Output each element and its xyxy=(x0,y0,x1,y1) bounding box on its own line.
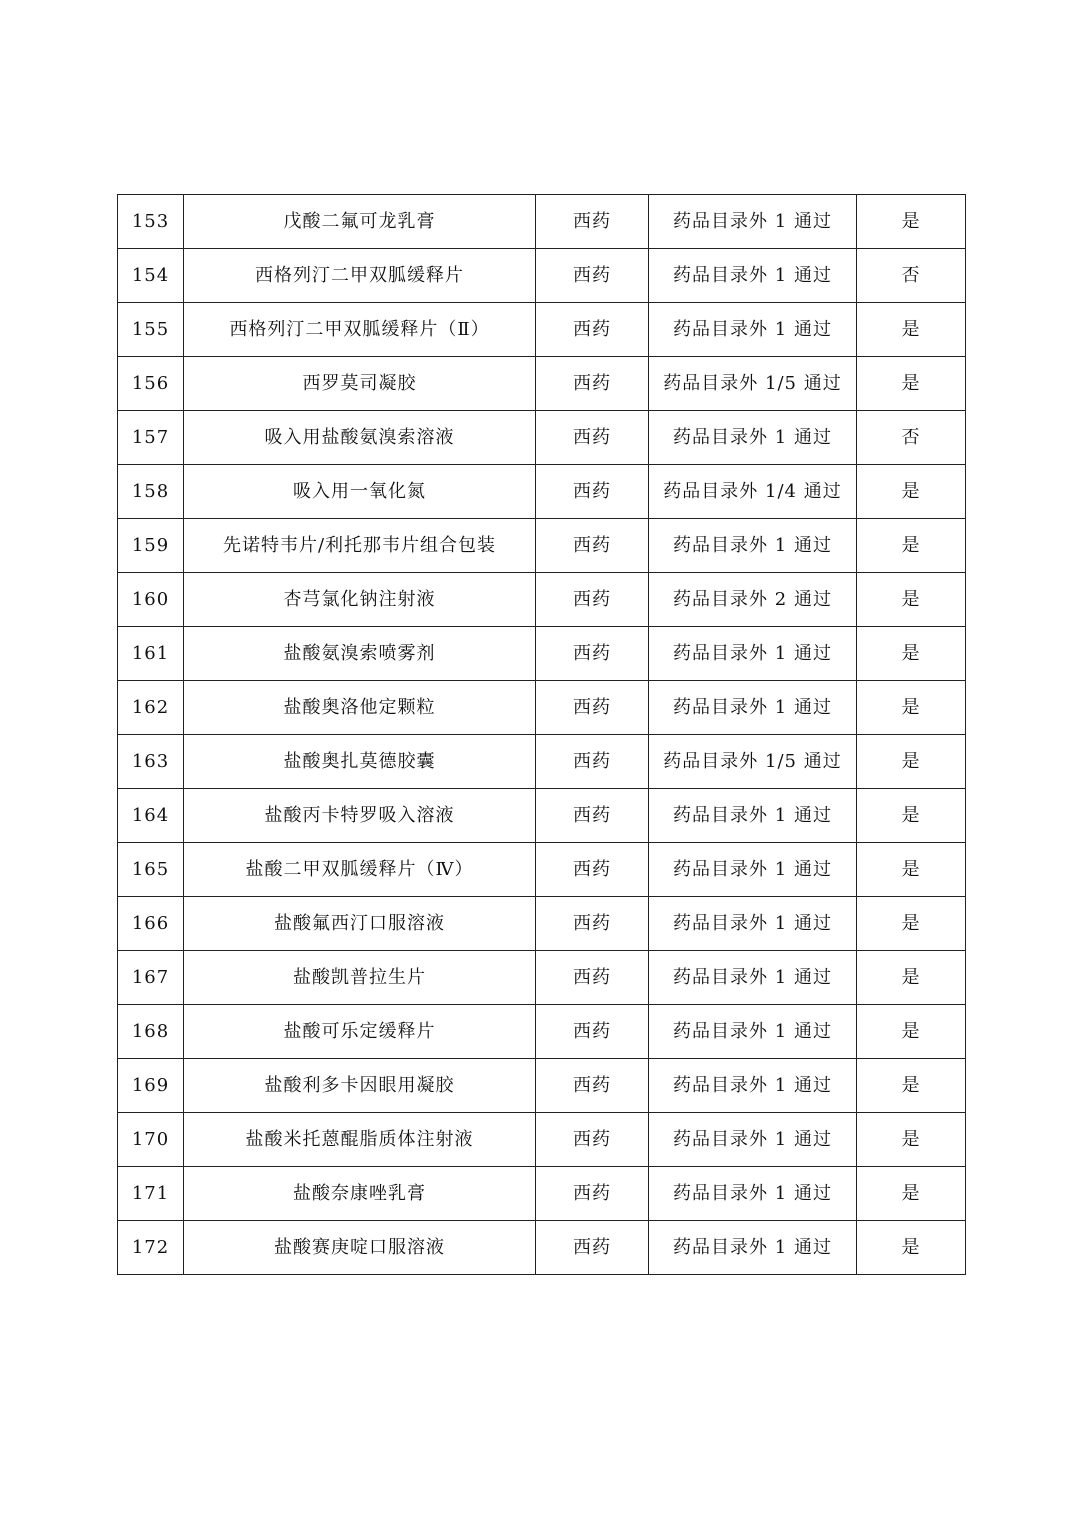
drug-name: 盐酸利多卡因眼用凝胶 xyxy=(184,1059,536,1113)
review-result: 药品目录外 1 通过 xyxy=(649,519,857,573)
drug-category: 西药 xyxy=(536,627,649,681)
table-row xyxy=(118,897,966,951)
drug-category: 西药 xyxy=(536,1221,649,1275)
drug-name: 盐酸氟西汀口服溶液 xyxy=(184,897,536,951)
drug-name: 盐酸奥洛他定颗粒 xyxy=(184,681,536,735)
drug-category: 西药 xyxy=(536,411,649,465)
approval-flag: 是 xyxy=(857,681,966,735)
review-result: 药品目录外 1 通过 xyxy=(649,789,857,843)
row-number: 170 xyxy=(118,1113,184,1167)
approval-flag: 是 xyxy=(857,465,966,519)
row-number: 158 xyxy=(118,465,184,519)
row-number: 154 xyxy=(118,249,184,303)
table-row xyxy=(118,357,966,411)
drug-name: 杏芎氯化钠注射液 xyxy=(184,573,536,627)
table-row xyxy=(118,303,966,357)
drug-category: 西药 xyxy=(536,1113,649,1167)
table-row xyxy=(118,1167,966,1221)
review-result: 药品目录外 1 通过 xyxy=(649,1059,857,1113)
approval-flag: 是 xyxy=(857,1167,966,1221)
drug-name: 吸入用盐酸氨溴索溶液 xyxy=(184,411,536,465)
table-row xyxy=(118,465,966,519)
drug-name: 盐酸氨溴索喷雾剂 xyxy=(184,627,536,681)
drug-name: 先诺特韦片/利托那韦片组合包装 xyxy=(184,519,536,573)
drug-name: 吸入用一氧化氮 xyxy=(184,465,536,519)
drug-table-body xyxy=(118,195,966,1275)
approval-flag: 否 xyxy=(857,411,966,465)
drug-category: 西药 xyxy=(536,681,649,735)
drug-category: 西药 xyxy=(536,735,649,789)
approval-flag: 是 xyxy=(857,1113,966,1167)
table-row xyxy=(118,1221,966,1275)
approval-flag: 是 xyxy=(857,951,966,1005)
drug-name: 盐酸赛庚啶口服溶液 xyxy=(184,1221,536,1275)
review-result: 药品目录外 1 通过 xyxy=(649,843,857,897)
row-number: 164 xyxy=(118,789,184,843)
row-number: 163 xyxy=(118,735,184,789)
drug-name: 盐酸二甲双胍缓释片（Ⅳ） xyxy=(184,843,536,897)
table-row xyxy=(118,195,966,249)
row-number: 153 xyxy=(118,195,184,249)
row-number: 157 xyxy=(118,411,184,465)
review-result: 药品目录外 1 通过 xyxy=(649,411,857,465)
drug-category: 西药 xyxy=(536,465,649,519)
approval-flag: 是 xyxy=(857,627,966,681)
review-result: 药品目录外 1 通过 xyxy=(649,1005,857,1059)
approval-flag: 是 xyxy=(857,573,966,627)
approval-flag: 是 xyxy=(857,735,966,789)
row-number: 166 xyxy=(118,897,184,951)
drug-category: 西药 xyxy=(536,843,649,897)
approval-flag: 是 xyxy=(857,897,966,951)
drug-category: 西药 xyxy=(536,303,649,357)
drug-category: 西药 xyxy=(536,789,649,843)
review-result: 药品目录外 1 通过 xyxy=(649,951,857,1005)
drug-category: 西药 xyxy=(536,951,649,1005)
row-number: 159 xyxy=(118,519,184,573)
approval-flag: 是 xyxy=(857,789,966,843)
review-result: 药品目录外 1 通过 xyxy=(649,1113,857,1167)
row-number: 171 xyxy=(118,1167,184,1221)
approval-flag: 是 xyxy=(857,843,966,897)
approval-flag: 是 xyxy=(857,1005,966,1059)
row-number: 160 xyxy=(118,573,184,627)
row-number: 165 xyxy=(118,843,184,897)
drug-name: 西格列汀二甲双胍缓释片（Ⅱ） xyxy=(184,303,536,357)
drug-name: 盐酸凯普拉生片 xyxy=(184,951,536,1005)
approval-flag: 是 xyxy=(857,195,966,249)
row-number: 167 xyxy=(118,951,184,1005)
review-result: 药品目录外 1 通过 xyxy=(649,249,857,303)
table-row xyxy=(118,843,966,897)
review-result: 药品目录外 1 通过 xyxy=(649,897,857,951)
row-number: 172 xyxy=(118,1221,184,1275)
drug-category: 西药 xyxy=(536,357,649,411)
table-row xyxy=(118,1113,966,1167)
approval-flag: 是 xyxy=(857,1059,966,1113)
table-row xyxy=(118,681,966,735)
drug-category: 西药 xyxy=(536,1005,649,1059)
approval-flag: 是 xyxy=(857,357,966,411)
review-result: 药品目录外 2 通过 xyxy=(649,573,857,627)
row-number: 156 xyxy=(118,357,184,411)
table-row xyxy=(118,519,966,573)
drug-name: 盐酸丙卡特罗吸入溶液 xyxy=(184,789,536,843)
drug-category: 西药 xyxy=(536,519,649,573)
drug-category: 西药 xyxy=(536,1167,649,1221)
review-result: 药品目录外 1 通过 xyxy=(649,1221,857,1275)
approval-flag: 是 xyxy=(857,1221,966,1275)
table-row xyxy=(118,249,966,303)
review-result: 药品目录外 1/5 通过 xyxy=(649,735,857,789)
review-result: 药品目录外 1/4 通过 xyxy=(649,465,857,519)
row-number: 162 xyxy=(118,681,184,735)
drug-list-table xyxy=(117,194,966,1275)
row-number: 169 xyxy=(118,1059,184,1113)
table-row xyxy=(118,951,966,1005)
review-result: 药品目录外 1 通过 xyxy=(649,1167,857,1221)
review-result: 药品目录外 1/5 通过 xyxy=(649,357,857,411)
table-row xyxy=(118,1059,966,1113)
table-row xyxy=(118,789,966,843)
approval-flag: 是 xyxy=(857,519,966,573)
review-result: 药品目录外 1 通过 xyxy=(649,195,857,249)
approval-flag: 否 xyxy=(857,249,966,303)
review-result: 药品目录外 1 通过 xyxy=(649,627,857,681)
table-row xyxy=(118,627,966,681)
drug-category: 西药 xyxy=(536,897,649,951)
drug-category: 西药 xyxy=(536,195,649,249)
drug-name: 盐酸米托蒽醌脂质体注射液 xyxy=(184,1113,536,1167)
approval-flag: 是 xyxy=(857,303,966,357)
row-number: 161 xyxy=(118,627,184,681)
drug-category: 西药 xyxy=(536,249,649,303)
table-row xyxy=(118,573,966,627)
row-number: 155 xyxy=(118,303,184,357)
table-row xyxy=(118,411,966,465)
review-result: 药品目录外 1 通过 xyxy=(649,303,857,357)
drug-name: 盐酸奈康唑乳膏 xyxy=(184,1167,536,1221)
row-number: 168 xyxy=(118,1005,184,1059)
drug-category: 西药 xyxy=(536,573,649,627)
drug-name: 盐酸奥扎莫德胶囊 xyxy=(184,735,536,789)
drug-name: 西格列汀二甲双胍缓释片 xyxy=(184,249,536,303)
table-row xyxy=(118,1005,966,1059)
drug-name: 戊酸二氟可龙乳膏 xyxy=(184,195,536,249)
review-result: 药品目录外 1 通过 xyxy=(649,681,857,735)
drug-category: 西药 xyxy=(536,1059,649,1113)
table-row xyxy=(118,735,966,789)
drug-name: 西罗莫司凝胶 xyxy=(184,357,536,411)
drug-name: 盐酸可乐定缓释片 xyxy=(184,1005,536,1059)
